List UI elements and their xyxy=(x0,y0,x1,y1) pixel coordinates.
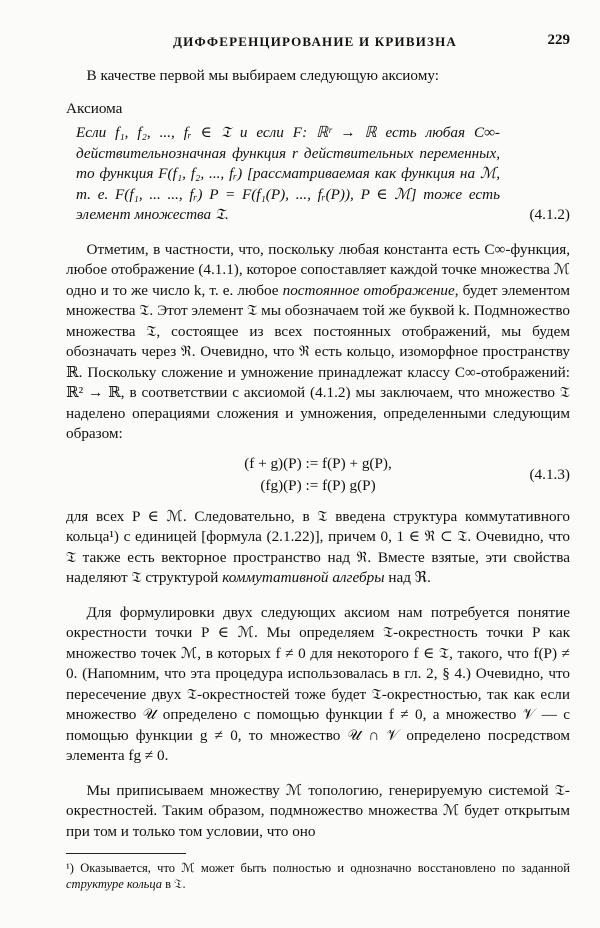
footnote-rule xyxy=(66,853,186,854)
formula-equation-number: (4.1.3) xyxy=(529,465,570,483)
footnote xyxy=(66,860,570,892)
axiom-heading: Аксиома xyxy=(66,99,123,117)
formula-line-sum: (f + g)(P) := f(P) + g(P), xyxy=(244,454,392,472)
axiom-equation-number: (4.1.2) xyxy=(529,206,570,223)
page-number: 229 xyxy=(547,32,570,48)
paragraph-neighborhoods: Для формулировки двух следующих аксиом нам потребуется понятие окрестности точки P ∈ ℳ. Мы определяем 𝔗-окрестность точки P как множество точек ℳ, в которых f ≠ 0 для некоторого f ∈ 𝔗, такого, что f(P) ≠ 0. (Напомним, что эта процедура использовалась в гл. 2, § 4.) Очевидно, что пересечение двух 𝔗-окрестностей тоже будет 𝔗-окрестностью, так как если множество 𝒰 определено с помощью функции f ≠ 0, а множество 𝒱 — с помощью функции g ≠ 0, то множество 𝒰 ∩ 𝒱 определено посредством элемента fg ≠ 0. xyxy=(66,603,570,764)
formula-block xyxy=(66,453,570,497)
paragraph-constants-text-1: Отметим, в частности, что, поскольку любая константа есть C∞-функция, любое отображение (4.1.1), которое сопоставляет каждой точке множества ℳ одно и то же число k, т. е. любое xyxy=(66,240,570,299)
term-commutative-algebra: коммутативной алгебры xyxy=(222,569,385,586)
paragraph-ring-structure xyxy=(66,507,570,589)
paragraph-constants-text-2: , будет элементом множества 𝔗. Этот элемент 𝔗 мы обозначаем той же буквой k. Подмножество множества 𝔗, состоящее из всех постоянных отображений, мы будем обозначать через ℜ. Очевидно, что ℜ есть кольцо, изоморфное пространству ℝ. Поскольку сложение и умножение принадлежат классу C∞-отображений: ℝ² → ℝ, в соответствии с аксиомой (4.1.2) мы заключаем, что множество 𝔗 наделено операциями сложения и умножения, определенными следующим образом: xyxy=(66,281,570,442)
paragraph-topology: Мы приписываем множеству ℳ топологию, генерируемую системой 𝔗-окрестностей. Таким образом, подмножество множества ℳ будет открытым при том и только том условии, что оно xyxy=(66,781,570,840)
running-header xyxy=(60,34,570,54)
footnote-text-1: ¹) Оказывается, что ℳ может быть полностью и однозначно восстановлено по заданной xyxy=(66,861,570,875)
axiom-block xyxy=(66,123,570,226)
intro-paragraph: В качестве первой мы выбираем следующую аксиому: xyxy=(86,67,439,84)
paragraph-constants xyxy=(66,240,570,445)
paragraph-ring-text-2: над ℜ. xyxy=(384,569,431,586)
chapter-title: ДИФФЕРЕНЦИРОВАНИЕ И КРИВИЗНА xyxy=(173,34,457,49)
formula-line-product: (fg)(P) := f(P) g(P) xyxy=(260,476,376,494)
page-body xyxy=(66,66,570,842)
axiom-text: Если f₁, f₂, ..., fᵣ ∈ 𝔗 и если F: ℝʳ → ℝ есть любая C∞-действительнозначная функция r действительных переменных, то функция F(f₁, f₂, ..., fᵣ) [рассматриваемая как функция на ℳ, т. е. F(f₁, ... ..., fᵣ) P = F(f₁(P), ..., fᵣ(P)), P ∈ ℳ] тоже есть элемент множества 𝔗. xyxy=(76,124,500,223)
footnote-text-2: в 𝔗. xyxy=(162,877,186,891)
term-constant-map: постоянное отображение xyxy=(282,281,455,299)
footnote-term: структуре кольца xyxy=(66,877,163,891)
paragraph-ring-text-1: для всех P ∈ ℳ. Следовательно, в 𝔗 введена структура коммутативного кольца¹) с единицей [формула (2.1.22)], причем 0, 1 ∈ ℜ ⊂ 𝔗. Очевидно, что 𝔗 также есть векторное пространство над ℜ. Вместе взятые, эти свойства наделяют 𝔗 структурой xyxy=(66,507,570,586)
